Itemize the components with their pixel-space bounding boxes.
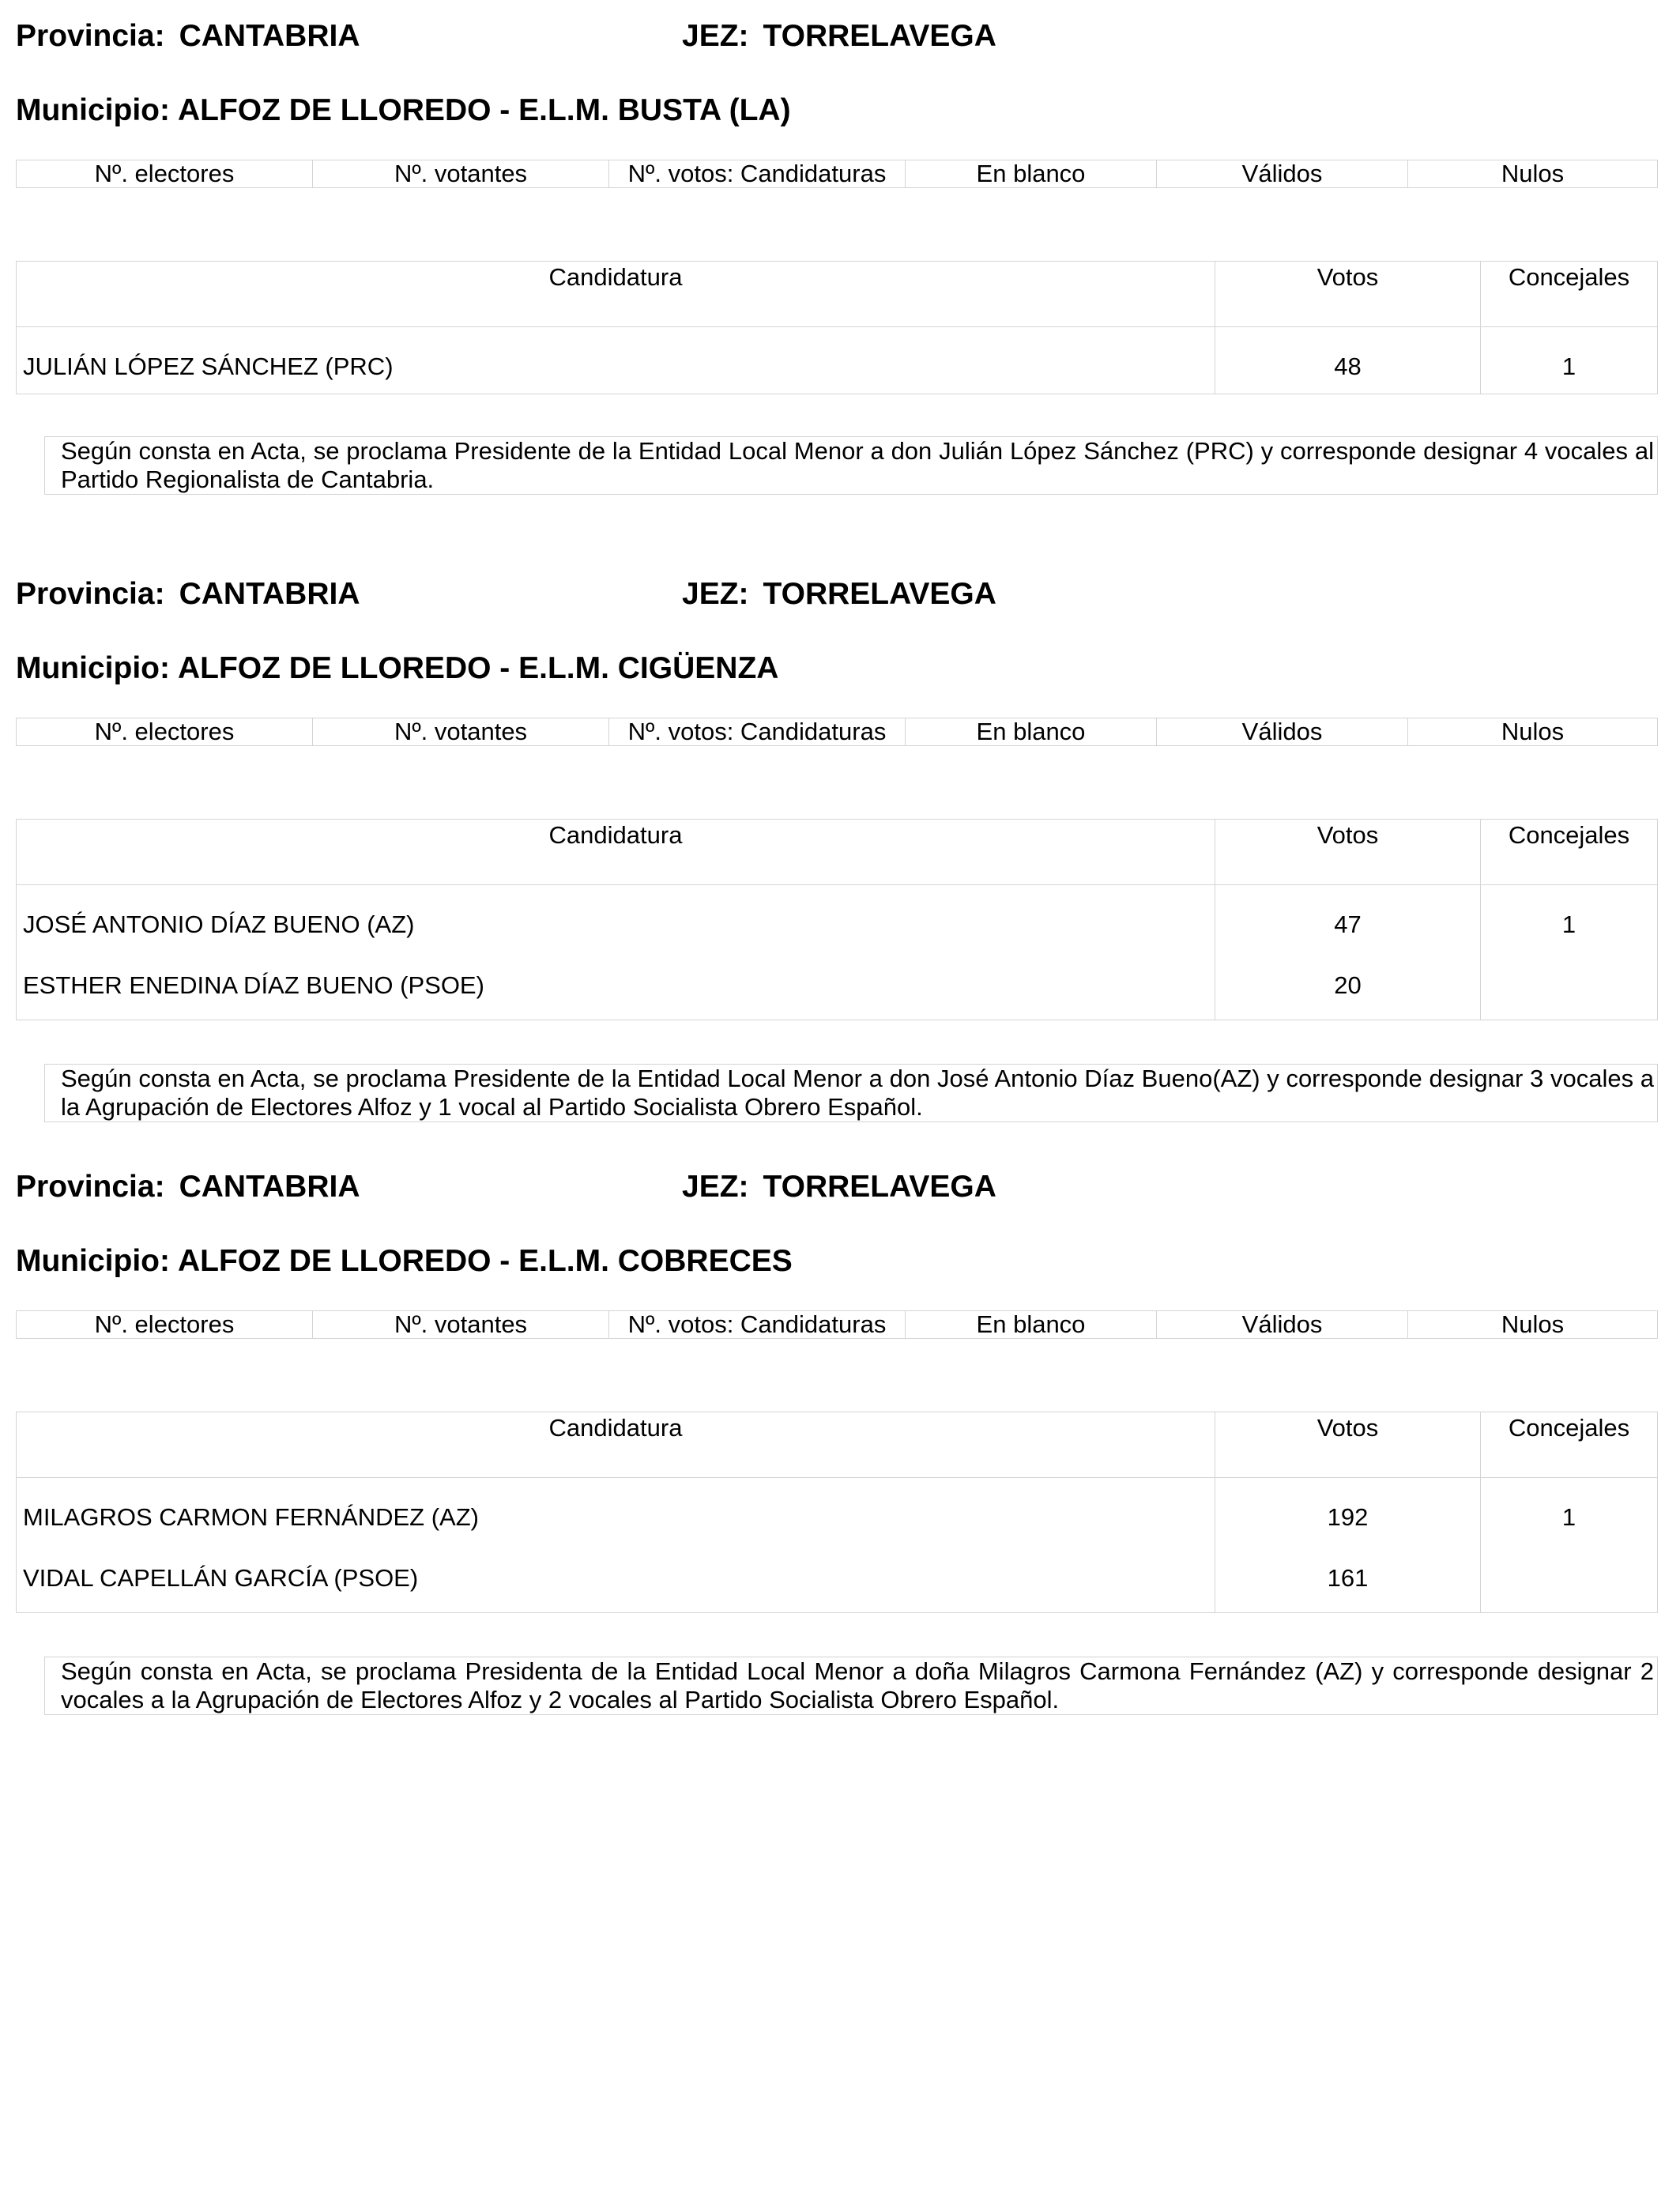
- provincia-line: [16, 1171, 360, 1202]
- stats-nulos: Nulos: [1501, 718, 1565, 745]
- concejales-cell: 1: [1561, 1503, 1576, 1531]
- jez-value: TORRELAVEGA: [763, 19, 996, 53]
- stats-en-blanco: En blanco: [906, 1311, 1157, 1338]
- jez-value: TORRELAVEGA: [763, 577, 996, 611]
- stats-votos-candidaturas: Nº. votos: Candidaturas: [609, 718, 906, 745]
- stats-votantes: Nº. votantes: [313, 160, 609, 187]
- stats-nulos: Nulos: [1501, 1310, 1565, 1338]
- jez-line: [682, 579, 996, 609]
- concejales-cell: [1481, 952, 1657, 1020]
- votos-cell: 20: [1215, 952, 1481, 1020]
- votos-cell: 192: [1215, 1478, 1481, 1544]
- municipio-line: [16, 653, 778, 684]
- candidates-table: [16, 261, 1658, 394]
- candidates-table: [16, 819, 1658, 1020]
- jez-value: TORRELAVEGA: [763, 1170, 996, 1204]
- stats-votantes: Nº. votantes: [313, 718, 609, 745]
- stats-validos: Válidos: [1157, 718, 1408, 745]
- votos-cell: 161: [1215, 1544, 1481, 1612]
- stats-validos: Válidos: [1157, 1311, 1408, 1338]
- municipio-line: [16, 1246, 793, 1276]
- header-concejales: Concejales: [1508, 821, 1630, 849]
- stats-header-row: [16, 718, 1658, 746]
- table-row: [17, 327, 1657, 394]
- header-candidatura: Candidatura: [17, 1412, 1215, 1477]
- jez-label: JEZ:: [682, 19, 749, 53]
- header-votos: Votos: [1215, 1412, 1481, 1477]
- jez-line: [682, 1171, 996, 1202]
- provincia-value: CANTABRIA: [179, 19, 360, 53]
- municipio-label: Municipio:: [16, 93, 170, 127]
- concejales-cell: 1: [1561, 352, 1576, 380]
- header-candidatura: Candidatura: [17, 262, 1215, 326]
- provincia-value: CANTABRIA: [179, 1170, 360, 1204]
- acta-note-text: Según consta en Acta, se proclama Presidente de la Entidad Local Menor a don José Antonio Díaz Bueno(AZ) y corresponde designar 3 vocales a la Agrupación de Electores Alfoz y 1 vocal al Partido Socialista Obrero Español.: [61, 1065, 1654, 1121]
- stats-header-row: [16, 160, 1658, 188]
- candidatura-cell: JULIÁN LÓPEZ SÁNCHEZ (PRC): [17, 327, 1215, 394]
- acta-note-text: Según consta en Acta, se proclama Presidenta de la Entidad Local Menor a doña Milagros Carmona Fernández (AZ) y corresponde designar 2 vocales a la Agrupación de Electores Alfoz y 2 vocales al Partido Socialista Obrero Español.: [61, 1657, 1654, 1713]
- table-row: [17, 952, 1657, 1020]
- stats-votos-candidaturas: Nº. votos: Candidaturas: [609, 160, 906, 187]
- concejales-cell: 1: [1561, 910, 1576, 938]
- stats-validos: Válidos: [1157, 160, 1408, 187]
- concejales-cell: [1481, 1544, 1657, 1612]
- candidates-header-row: [17, 262, 1657, 327]
- acta-note: [44, 436, 1658, 495]
- stats-en-blanco: En blanco: [906, 160, 1157, 187]
- provincia-line: [16, 21, 360, 51]
- header-votos: Votos: [1215, 262, 1481, 326]
- stats-en-blanco: En blanco: [906, 718, 1157, 745]
- provincia-label: Provincia:: [16, 19, 165, 53]
- jez-label: JEZ:: [682, 1170, 749, 1204]
- provincia-line: [16, 579, 360, 609]
- acta-note-text: Según consta en Acta, se proclama Presidente de la Entidad Local Menor a don Julián López Sánchez (PRC) y corresponde designar 4 vocales al Partido Regionalista de Cantabria.: [61, 437, 1654, 493]
- municipio-value: ALFOZ DE LLOREDO - E.L.M. COBRECES: [177, 1244, 793, 1278]
- provincia-label: Provincia:: [16, 1170, 165, 1204]
- stats-votantes: Nº. votantes: [313, 1311, 609, 1338]
- municipio-value: ALFOZ DE LLOREDO - E.L.M. CIGÜENZA: [177, 651, 779, 685]
- municipio-label: Municipio:: [16, 1244, 170, 1278]
- votos-cell: 48: [1215, 327, 1481, 394]
- stats-header-row: [16, 1310, 1658, 1339]
- jez-line: [682, 21, 996, 51]
- municipio-line: [16, 95, 791, 126]
- municipio-value: ALFOZ DE LLOREDO - E.L.M. BUSTA (LA): [177, 93, 791, 127]
- header-candidatura: Candidatura: [17, 820, 1215, 884]
- candidates-header-row: [17, 820, 1657, 885]
- table-row: [17, 885, 1657, 952]
- stats-electores: Nº. electores: [17, 718, 313, 745]
- stats-nulos: Nulos: [1501, 160, 1565, 187]
- candidatura-cell: VIDAL CAPELLÁN GARCÍA (PSOE): [17, 1544, 1215, 1612]
- candidates-header-row: [17, 1412, 1657, 1478]
- jez-label: JEZ:: [682, 577, 749, 611]
- header-votos: Votos: [1215, 820, 1481, 884]
- header-concejales: Concejales: [1508, 1414, 1630, 1442]
- candidates-table: [16, 1412, 1658, 1613]
- votos-cell: 47: [1215, 885, 1481, 952]
- header-concejales: Concejales: [1508, 263, 1630, 291]
- table-row: [17, 1544, 1657, 1612]
- table-row: [17, 1478, 1657, 1544]
- candidatura-cell: ESTHER ENEDINA DÍAZ BUENO (PSOE): [17, 952, 1215, 1020]
- acta-note: [44, 1064, 1658, 1122]
- stats-votos-candidaturas: Nº. votos: Candidaturas: [609, 1311, 906, 1338]
- stats-electores: Nº. electores: [17, 1311, 313, 1338]
- provincia-value: CANTABRIA: [179, 577, 360, 611]
- stats-electores: Nº. electores: [17, 160, 313, 187]
- provincia-label: Provincia:: [16, 577, 165, 611]
- candidatura-cell: MILAGROS CARMON FERNÁNDEZ (AZ): [17, 1478, 1215, 1544]
- municipio-label: Municipio:: [16, 651, 170, 685]
- candidatura-cell: JOSÉ ANTONIO DÍAZ BUENO (AZ): [17, 885, 1215, 952]
- acta-note: [44, 1657, 1658, 1715]
